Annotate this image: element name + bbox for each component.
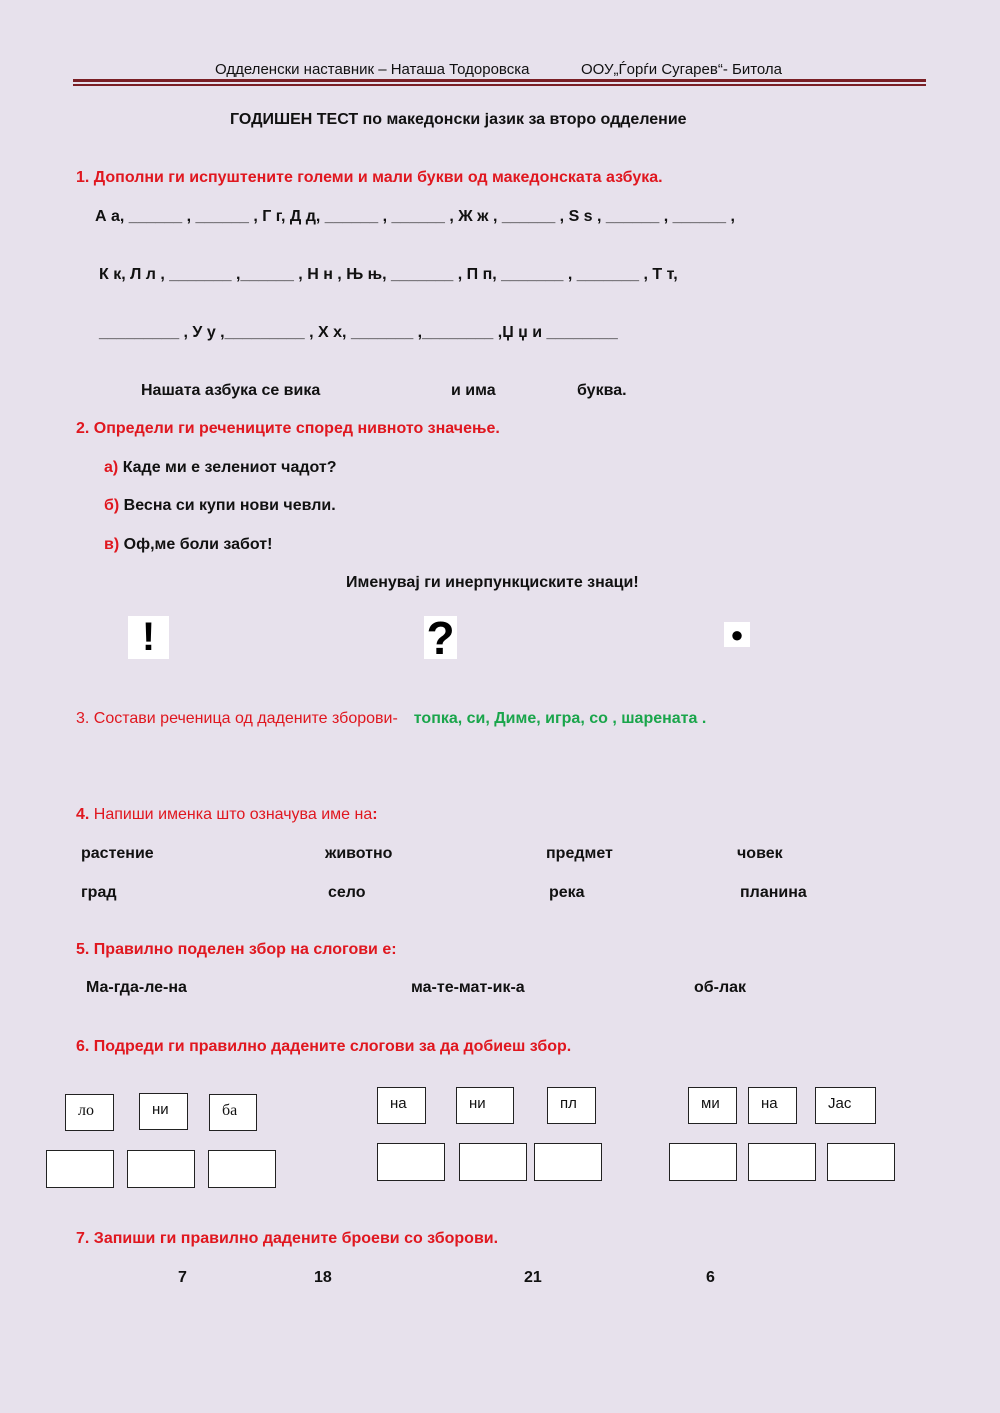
q7-number: 18 — [314, 1269, 332, 1286]
exclamation-mark-icon: ! — [128, 616, 169, 659]
q3-words: топка, си, Диме, игра, со , шарената . — [413, 710, 707, 727]
answer-box[interactable] — [827, 1143, 895, 1181]
q2-item-c — [104, 536, 272, 554]
q5-option: Ма-гда-ле-на — [86, 979, 187, 996]
q4-word: планина — [740, 884, 807, 901]
q2-prompt: Именувај ги инерпункциските знаци! — [346, 574, 639, 591]
q2-heading: 2. Определи ги речениците според нивното значење. — [76, 420, 500, 437]
q4-word: предмет — [546, 845, 613, 862]
answer-box[interactable] — [208, 1150, 276, 1188]
q2-item-a — [104, 459, 336, 477]
syllable-box: на — [377, 1087, 426, 1124]
q7-number: 7 — [178, 1269, 187, 1286]
header-school: ООУ„Ѓорѓи Сугарев“- Битола — [581, 61, 783, 78]
q2-item-b — [104, 497, 336, 515]
q7-number: 6 — [706, 1269, 715, 1286]
q2-item-text: Оф,ме боли забот! — [123, 536, 273, 553]
q7-number: 21 — [524, 1269, 542, 1286]
answer-box[interactable] — [46, 1150, 114, 1188]
syllable-box: ло — [65, 1094, 114, 1131]
syllable-box: ба — [209, 1094, 257, 1131]
period-dot-icon: ● — [724, 622, 750, 647]
q5-heading: 5. Правилно поделен збор на слогови е: — [76, 941, 397, 958]
q3-line — [76, 710, 706, 728]
q1-heading: 1. Дополни ги испуштените големи и мали букви од македонската азбука. — [76, 169, 663, 186]
header-teacher: Одделенски наставник – Наташа Тодоровска — [215, 61, 530, 78]
q7-heading: 7. Запиши ги правилно дадените броеви со зборови. — [76, 1230, 499, 1247]
q2-item-letter: б) — [104, 497, 120, 514]
answer-box[interactable] — [377, 1143, 445, 1181]
header-rule — [73, 79, 926, 82]
q2-item-text: Каде ми е зелениот чадот? — [122, 459, 337, 476]
q1-alphabet-line-3: _________ , У у ,_________ , Х х, _______ ,________ ,Џ џ и ________ — [99, 324, 618, 341]
q4-word: човек — [737, 845, 783, 862]
q2-item-text: Весна си купи нови чевли. — [123, 497, 336, 514]
q2-item-letter: в) — [104, 536, 120, 553]
q4-word: град — [81, 884, 117, 901]
answer-box[interactable] — [748, 1143, 816, 1181]
question-mark-icon: ? — [424, 616, 457, 659]
q4-word: растение — [81, 845, 154, 862]
syllable-box: ми — [688, 1087, 737, 1124]
syllable-box: ни — [456, 1087, 514, 1124]
header-rule-thin — [73, 84, 926, 86]
answer-box[interactable] — [669, 1143, 737, 1181]
answer-box[interactable] — [459, 1143, 527, 1181]
q1-sentence-part-a: Нашата азбука се вика — [141, 382, 321, 399]
syllable-box: на — [748, 1087, 797, 1124]
q1-sentence-part-b: и има — [451, 382, 496, 399]
syllable-box: пл — [547, 1087, 596, 1124]
syllable-box: Јас — [815, 1087, 876, 1124]
q5-option: об-лак — [694, 979, 747, 996]
q1-sentence-part-c: буква. — [577, 382, 627, 399]
q5-option: ма-те-мат-ик-а — [411, 979, 525, 996]
q4-word: село — [328, 884, 366, 901]
q4-heading-text: Напиши именка што означува име на — [89, 806, 373, 823]
answer-box[interactable] — [534, 1143, 602, 1181]
page-title: ГОДИШЕН ТЕСТ по македонски јазик за второ одделение — [230, 111, 687, 128]
q1-alphabet-line-1: А а, ______ , ______ , Г г, Д д, ______ , ______ , Ж ж , ______ , Ѕ ѕ , ______ , ______ , — [95, 208, 735, 225]
q3-heading: 3. Состави реченица од дадените зборови- — [76, 710, 398, 727]
q4-heading — [76, 806, 378, 824]
q4-word: животно — [325, 845, 393, 862]
q4-colon: : — [372, 806, 378, 823]
q6-heading: 6. Подреди ги правилно дадените слогови за да добиеш збор. — [76, 1038, 572, 1055]
syllable-box: ни — [139, 1093, 188, 1130]
answer-box[interactable] — [127, 1150, 195, 1188]
q2-item-letter: а) — [104, 459, 119, 476]
q1-alphabet-line-2: К к, Л л , _______ ,______ , Н н , Њ њ, _______ , П п, _______ , _______ , Т т, — [99, 266, 678, 283]
q4-word: река — [549, 884, 585, 901]
q4-number: 4. — [76, 806, 90, 823]
